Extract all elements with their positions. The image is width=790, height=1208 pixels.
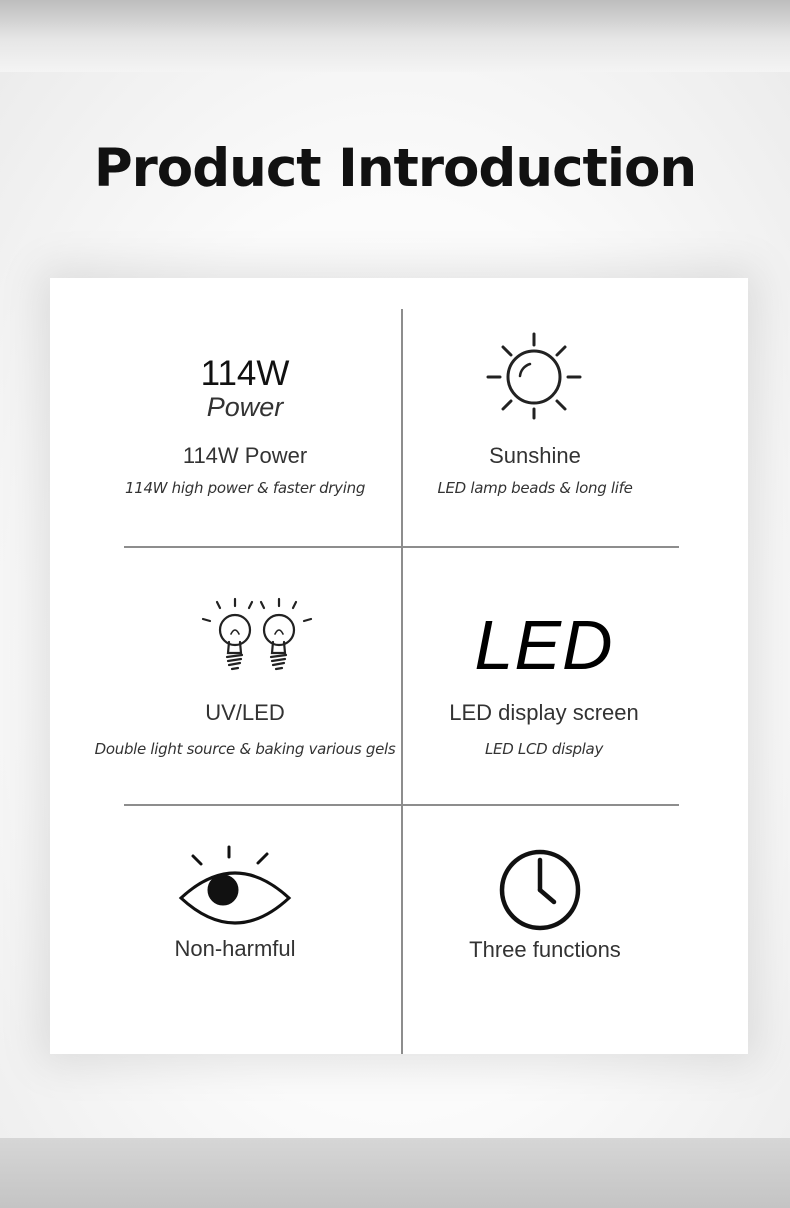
power-sub-label: Power (206, 392, 284, 422)
feature-name: 114W Power (182, 443, 308, 468)
feature-name: Non-harmful (174, 936, 296, 961)
feature-sunshine-text (360, 443, 710, 497)
clock-icon (498, 848, 582, 932)
feature-description: 114W high power & faster drying (124, 479, 366, 497)
sun-icon (482, 330, 586, 420)
feature-description: LED lamp beads & long life (437, 479, 633, 497)
feature-name: Sunshine (489, 443, 581, 468)
feature-name: UV/LED (205, 700, 285, 725)
feature-three-functions-text (370, 937, 720, 963)
page-title: Product Introduction (93, 138, 697, 199)
features-card (50, 278, 748, 1054)
horizontal-divider-1 (124, 546, 679, 548)
feature-power (70, 356, 420, 422)
feature-description: Double light source & baking various gels (94, 740, 396, 758)
horizontal-divider-2 (124, 804, 679, 806)
power-big-label: 114W (200, 354, 290, 393)
feature-description: LED LCD display (484, 740, 604, 758)
eye-icon (177, 844, 295, 926)
feature-led (368, 606, 720, 684)
feature-nonharmful-text (60, 936, 410, 962)
light-bulbs-icon (195, 596, 319, 676)
top-band (0, 0, 790, 72)
feature-name: Three functions (469, 937, 621, 962)
led-icon: LED (474, 606, 614, 684)
feature-led-text (368, 700, 720, 758)
bottom-band (0, 1138, 790, 1208)
feature-name: LED display screen (449, 700, 639, 725)
